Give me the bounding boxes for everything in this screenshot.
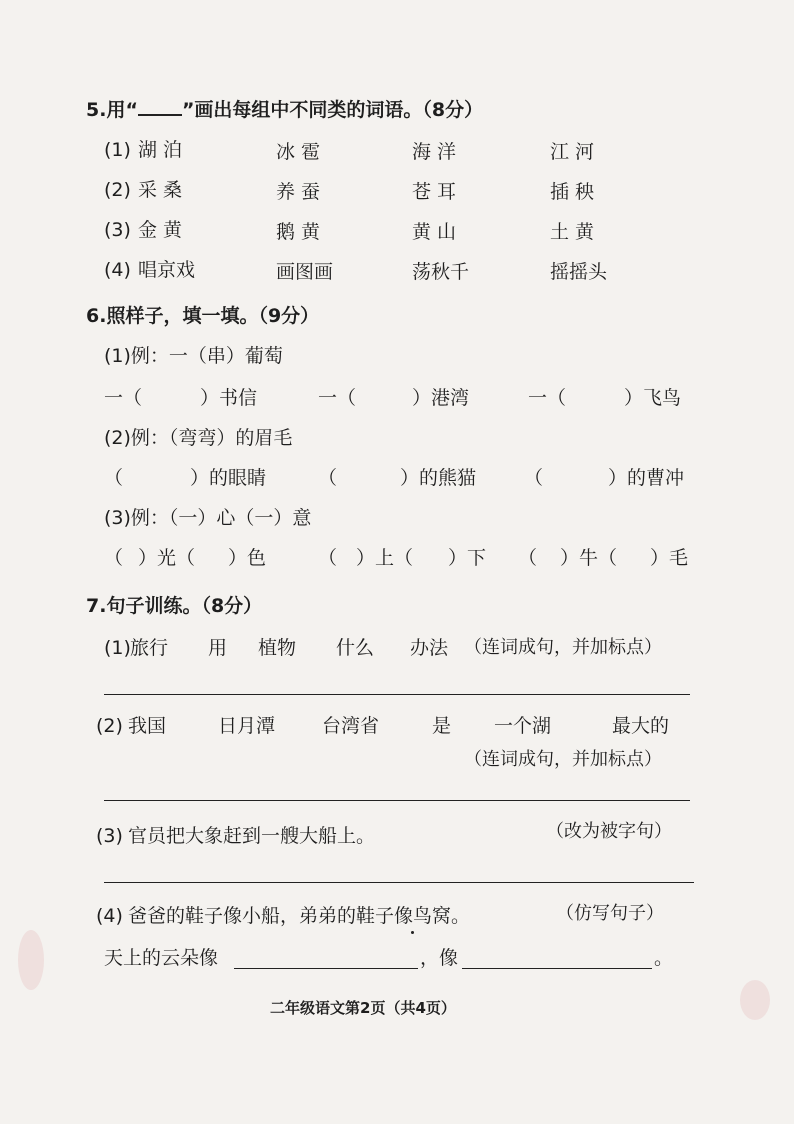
q6-example-3: (3)例：（一）心（一）意 xyxy=(104,507,312,529)
q7-s2-word: 是 xyxy=(432,715,452,737)
q5-word: 荡秋千 xyxy=(412,261,470,283)
q7-s2-word: 一个湖 xyxy=(494,715,552,737)
q6-fill-text: ）飞鸟 xyxy=(624,387,682,409)
q7-s3-text: 官员把大象赶到一艘大船上。 xyxy=(128,825,376,847)
q6-fill-text: ）的熊猫 xyxy=(400,467,477,489)
q5-row-num: (2) xyxy=(104,179,131,201)
answer-line xyxy=(104,694,690,695)
q6-fill-text: （ xyxy=(524,467,544,489)
q5-word: 冰 雹 xyxy=(276,141,321,163)
q7-s1-word: 什么 xyxy=(336,637,375,659)
q5-word: 江 河 xyxy=(550,141,595,163)
fill-line xyxy=(234,968,418,969)
q6-fill-text: （ xyxy=(318,467,338,489)
q7-s4-fill-mid: ，像 xyxy=(420,947,459,969)
emphasis-dot xyxy=(411,931,414,934)
answer-line xyxy=(104,882,694,883)
q5-word: 苍 耳 xyxy=(412,181,457,203)
q5-word: 插 秧 xyxy=(550,181,595,203)
q7-s1-word: 用 xyxy=(208,637,228,659)
q6-fill-text: ）的曹冲 xyxy=(608,467,685,489)
answer-line xyxy=(104,800,690,801)
q5-title: 5.用“ ”画出每组中不同类的词语。（8分） xyxy=(86,96,483,122)
q5-row-num: (4) xyxy=(104,259,131,281)
q6-fill-text: （ xyxy=(104,547,124,569)
q6-fill-text: （ xyxy=(104,467,124,489)
q7-s4-num: (4) xyxy=(96,905,123,927)
q6-fill-text: ）色 xyxy=(228,547,267,569)
q5-word: 唱京戏 xyxy=(138,259,196,281)
q6-fill-text: 一（ xyxy=(318,387,357,409)
q7-s4-fill-prefix: 天上的云朵像 xyxy=(104,947,219,969)
q7-s1-num: (1) xyxy=(104,637,131,659)
q7-s2-word: 台湾省 xyxy=(322,715,380,737)
q6-fill-text: （ xyxy=(318,547,338,569)
q7-s4-hint: （仿写句子） xyxy=(556,903,664,924)
q7-s2-num: (2) xyxy=(96,715,123,737)
q6-fill-text: ）牛（ xyxy=(560,547,618,569)
q6-fill-text: ）书信 xyxy=(200,387,258,409)
q6-fill-text: ）下 xyxy=(448,547,487,569)
fill-line xyxy=(462,968,652,969)
q6-fill-text: 一（ xyxy=(104,387,143,409)
q6-fill-text: ）毛 xyxy=(650,547,689,569)
underline-sample xyxy=(138,96,182,116)
q7-s1-word: 旅行 xyxy=(130,637,169,659)
q5-word: 湖 泊 xyxy=(138,139,183,161)
q7-title: 7.句子训练。（8分） xyxy=(86,595,263,617)
q5-word: 摇摇头 xyxy=(550,261,608,283)
q6-example-1: (1)例：一（串）葡萄 xyxy=(104,345,283,367)
q5-word: 土 黄 xyxy=(550,221,595,243)
q6-fill-text: ）上（ xyxy=(356,547,414,569)
q6-title: 6.照样子，填一填。（9分） xyxy=(86,305,320,327)
q6-example-2: (2)例：（弯弯）的眉毛 xyxy=(104,427,293,449)
q7-s3-hint: （改为被字句） xyxy=(546,821,672,842)
q6-fill-text: （ xyxy=(518,547,538,569)
q7-s1-hint: （连词成句，并加标点） xyxy=(464,637,662,658)
q6-fill-text: ）的眼睛 xyxy=(190,467,267,489)
q7-s2-hint: （连词成句，并加标点） xyxy=(464,749,662,770)
q6-fill-text: 一（ xyxy=(528,387,567,409)
q7-s4-fill-end: 。 xyxy=(654,947,674,969)
q5-word: 画图画 xyxy=(276,261,334,283)
q5-row-num: (1) xyxy=(104,139,131,161)
q7-s1-word: 植物 xyxy=(258,637,297,659)
q7-s2-word: 最大的 xyxy=(612,715,670,737)
q7-s2-word: 我国 xyxy=(128,715,167,737)
stain-mark xyxy=(18,930,44,990)
q7-s4-text: 爸爸的鞋子像小船，弟弟的鞋子像鸟窝。 xyxy=(128,905,471,927)
q5-word: 金 黄 xyxy=(138,219,183,241)
q7-s1-word: 办法 xyxy=(410,637,449,659)
page-footer: 二年级语文第2页（共4页） xyxy=(270,999,456,1017)
stain-mark xyxy=(740,980,770,1020)
q7-s2-word: 日月潭 xyxy=(218,715,276,737)
q6-fill-text: ）光（ xyxy=(138,547,196,569)
q5-row-num: (3) xyxy=(104,219,131,241)
q7-s3-num: (3) xyxy=(96,825,123,847)
q5-word: 黄 山 xyxy=(412,221,457,243)
q5-word: 养 蚕 xyxy=(276,181,321,203)
q6-fill-text: ）港湾 xyxy=(412,387,470,409)
q5-word: 海 洋 xyxy=(412,141,457,163)
q5-word: 采 桑 xyxy=(138,179,183,201)
q5-word: 鹅 黄 xyxy=(276,221,321,243)
